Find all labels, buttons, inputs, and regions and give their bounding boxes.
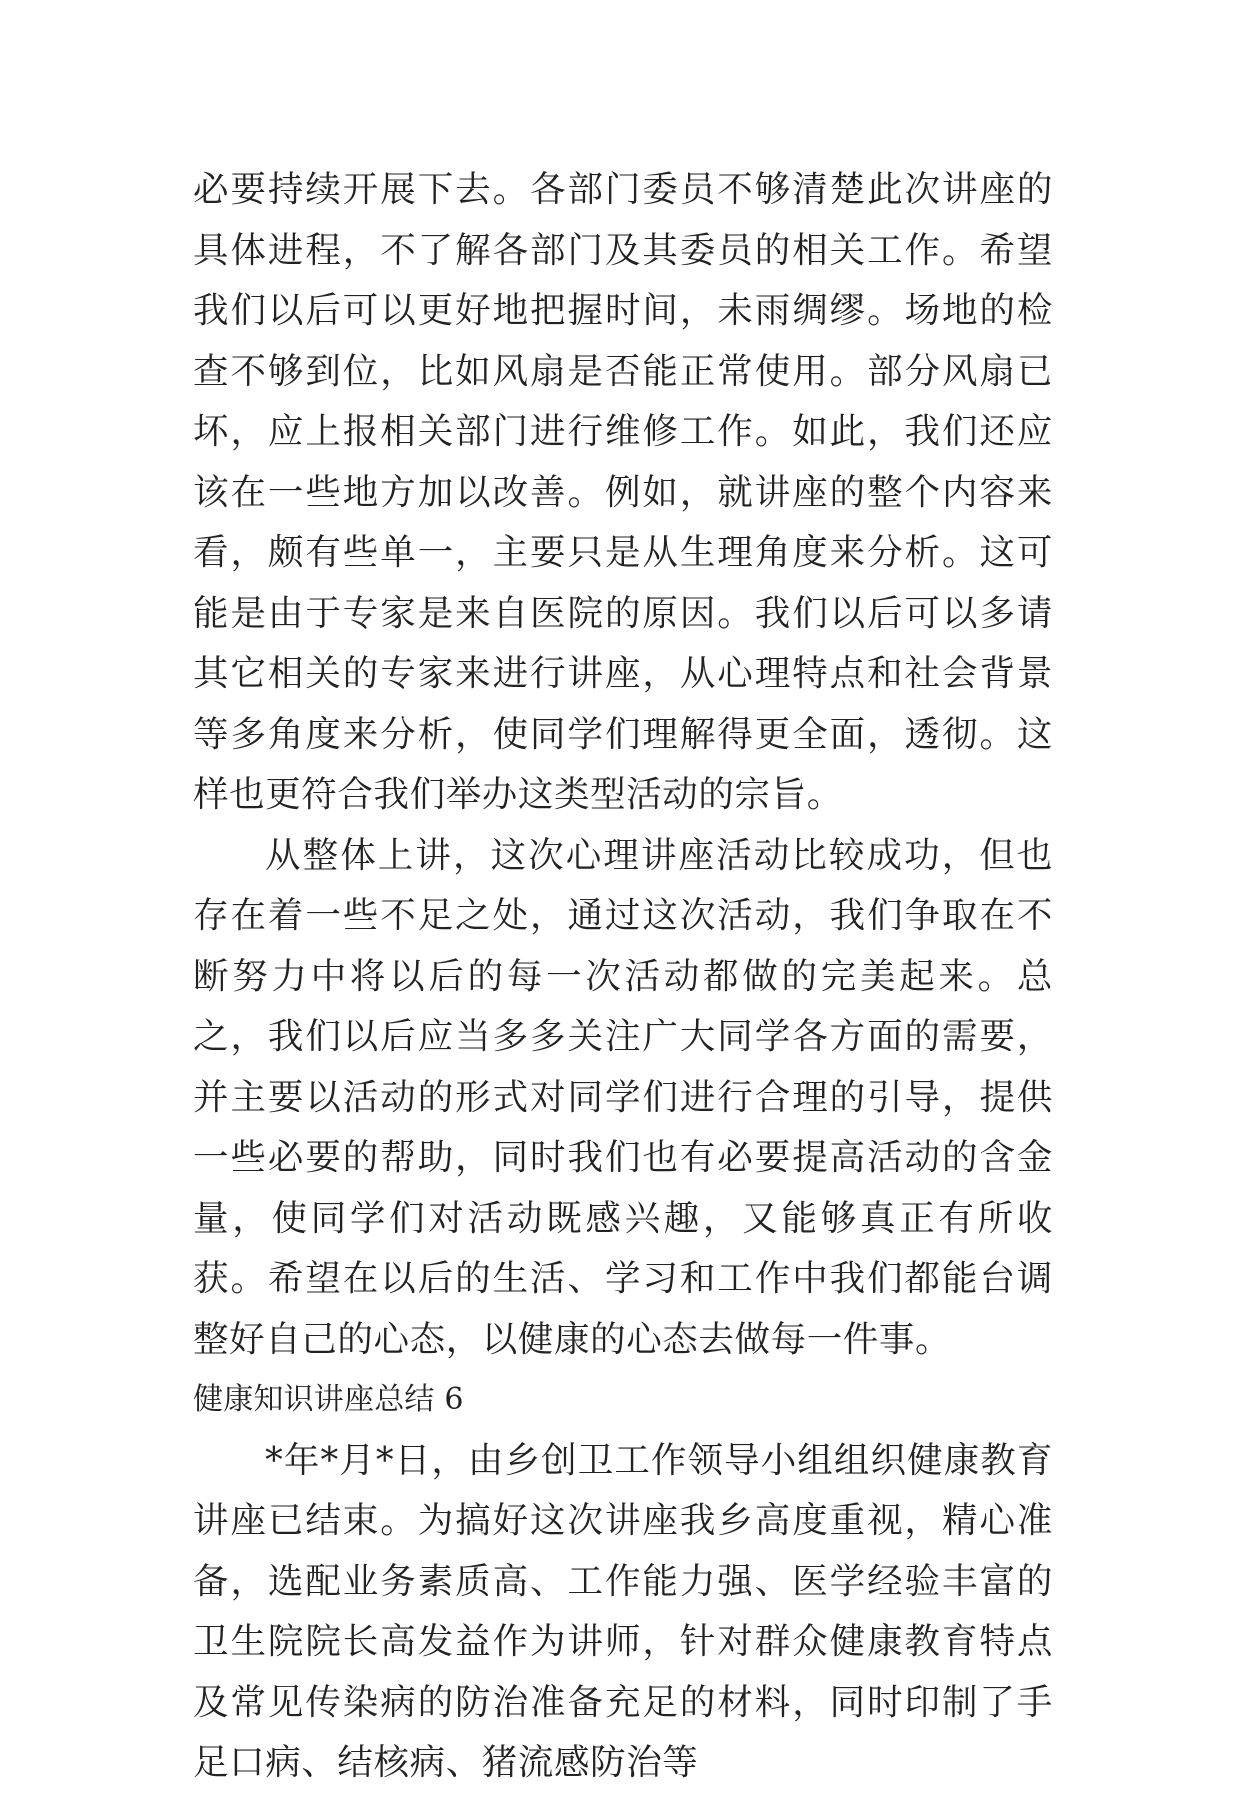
section-paragraph: *年*月*日，由乡创卫工作领导小组组织健康教育讲座已结束。为搞好这次讲座我乡高度重视，精心准备，选配业务素质高、工作能力强、医学经验丰富的卫生院院长高发益作为讲师，针对群众健康教育特点及常见传染病的防治准备充足的材料，同时印制了手足口病、结核病、猪流感防治等 xyxy=(193,1439,1053,1783)
paragraph-continued: 必要持续开展下去。各部门委员不够清楚此次讲座的具体进程，不了解各部门及其委员的相关工作。希望我们以后可以更好地把握时间，未雨绸缪。场地的检查不够到位，比如风扇是否能正常使用。部分风扇已坏，应上报相关部门进行维修工作。如此，我们还应该在一些地方加以改善。例如，就讲座的整个内容来看，颇有些单一，主要只是从生理角度来分析。这可能是由于专家是来自医院的原因。我们以后可以多请其它相关的专家来进行讲座，从心理特点和社会背景等多角度来分析，使同学们理解得更全面，透彻。这样也更符合我们举办这类型活动的宗旨。 xyxy=(193,169,1053,815)
paragraph-summary: 从整体上讲，这次心理讲座活动比较成功，但也存在着一些不足之处，通过这次活动，我们争取在不断努力中将以后的每一次活动都做的完美起来。总之，我们以后应当多多关注广大同学各方面的需要，并主要以活动的形式对同学们进行合理的引导，提供一些必要的帮助，同时我们也有必要提高活动的含金量，使同学们对活动既感兴趣，又能够真正有所收获。希望在以后的生活、学习和工作中我们都能台调整好自己的心态，以健康的心态去做每一件事。 xyxy=(193,834,1053,1360)
document-body xyxy=(193,160,1053,1794)
section-heading: 健康知识讲座总结 6 xyxy=(193,1382,464,1417)
